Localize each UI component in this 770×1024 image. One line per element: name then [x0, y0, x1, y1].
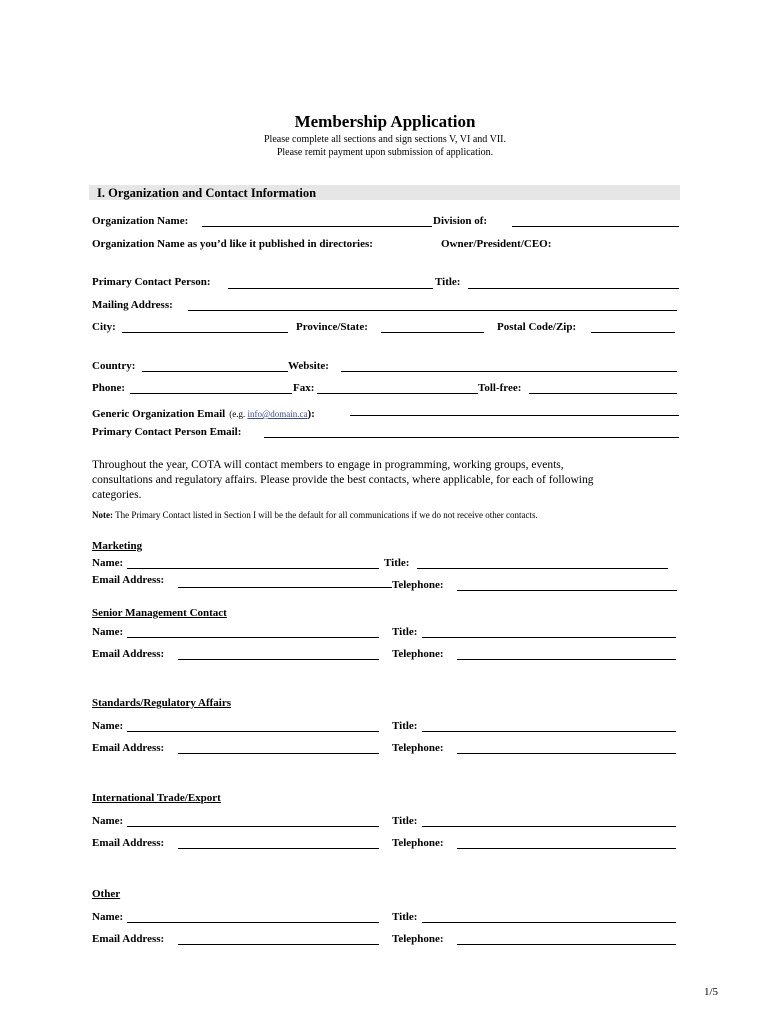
standards-email-label: Email Address: [92, 742, 165, 754]
primary-contact-title-field[interactable] [468, 288, 679, 289]
fax-label: Fax: [293, 382, 315, 394]
province-field[interactable] [381, 332, 484, 333]
province-label: Province/State: [296, 321, 368, 333]
postal-field[interactable] [591, 332, 675, 333]
standards-email-field[interactable] [178, 753, 379, 754]
trade-name-field[interactable] [127, 826, 379, 827]
marketing-telephone-label: Telephone: [392, 579, 444, 591]
division-of-field[interactable] [512, 226, 679, 227]
primary-email-label: Primary Contact Person Email: [92, 426, 242, 438]
marketing-name-label: Name: [92, 557, 124, 569]
postal-label: Postal Code/Zip: [497, 321, 577, 333]
division-of-label: Division of: [433, 215, 488, 227]
marketing-name-field[interactable] [127, 568, 379, 569]
city-field[interactable] [122, 332, 288, 333]
standards-name-label: Name: [92, 720, 124, 732]
other-name-label: Name: [92, 911, 124, 923]
instructions-line-2: Please remit payment upon submission of application. [276, 147, 494, 158]
primary-contact-title-label: Title: [435, 276, 461, 288]
senior-name-label: Name: [92, 626, 124, 638]
example-close: ): [307, 408, 315, 420]
intro-line-2: consultations and regulatory affairs. Please provide the best contacts, where applicable, for each of following [92, 474, 594, 486]
fax-field[interactable] [317, 393, 478, 394]
trade-telephone-field[interactable] [457, 848, 676, 849]
website-field[interactable] [341, 371, 677, 372]
group-trade-heading: International Trade/Export [92, 792, 221, 804]
note [92, 510, 538, 520]
generic-email-label: Generic Organization Email [92, 408, 226, 420]
senior-name-field[interactable] [127, 637, 379, 638]
country-field[interactable] [142, 371, 288, 372]
senior-title-label: Title: [392, 626, 418, 638]
marketing-title-field[interactable] [417, 568, 668, 569]
org-name-label: Organization Name: [92, 215, 189, 227]
standards-name-field[interactable] [127, 731, 379, 732]
senior-telephone-label: Telephone: [392, 648, 444, 660]
org-name-field[interactable] [202, 226, 432, 227]
senior-telephone-field[interactable] [457, 659, 676, 660]
trade-telephone-label: Telephone: [392, 837, 444, 849]
example-open: (e.g. [229, 409, 248, 419]
other-email-field[interactable] [178, 944, 379, 945]
standards-title-field[interactable] [422, 731, 676, 732]
senior-email-label: Email Address: [92, 648, 165, 660]
standards-telephone-label: Telephone: [392, 742, 444, 754]
generic-email-label-group [92, 404, 315, 422]
primary-contact-field[interactable] [228, 288, 433, 289]
org-name-published-label: Organization Name as you’d like it published in directories: [92, 238, 373, 250]
intro-line-1: Throughout the year, COTA will contact members to engage in programming, working groups, events, [92, 459, 564, 471]
trade-title-field[interactable] [422, 826, 676, 827]
trade-title-label: Title: [392, 815, 418, 827]
trade-email-field[interactable] [178, 848, 379, 849]
phone-label: Phone: [92, 382, 125, 394]
intro-line-3: categories. [92, 489, 142, 501]
tollfree-field[interactable] [529, 393, 677, 394]
group-senior-heading: Senior Management Contact [92, 607, 227, 619]
section-1-title: I. Organization and Contact Information [97, 186, 317, 200]
primary-contact-label: Primary Contact Person: [92, 276, 211, 288]
other-title-label: Title: [392, 911, 418, 923]
generic-email-example [229, 409, 315, 419]
note-text: The Primary Contact listed in Section I will be the default for all communications if we do not receive other contacts. [113, 510, 538, 520]
mailing-address-label: Mailing Address: [92, 299, 173, 311]
group-other-heading: Other [92, 888, 121, 900]
page-title: Membership Application [294, 112, 476, 131]
phone-field[interactable] [130, 393, 292, 394]
page-number: 1/5 [703, 986, 718, 998]
city-label: City: [92, 321, 116, 333]
marketing-title-label: Title: [384, 557, 410, 569]
marketing-telephone-field[interactable] [457, 590, 677, 591]
tollfree-label: Toll-free: [478, 382, 522, 394]
instructions-line-1: Please complete all sections and sign sections V, VI and VII. [264, 134, 506, 145]
other-name-field[interactable] [127, 922, 379, 923]
standards-title-label: Title: [392, 720, 418, 732]
marketing-email-label: Email Address: [92, 574, 165, 586]
senior-title-field[interactable] [422, 637, 676, 638]
group-marketing-heading: Marketing [92, 540, 143, 552]
group-standards-heading: Standards/Regulatory Affairs [92, 697, 232, 709]
country-label: Country: [92, 360, 136, 372]
owner-label: Owner/President/CEO: [441, 238, 552, 250]
mailing-address-field[interactable] [188, 310, 677, 311]
website-label: Website: [288, 360, 329, 372]
other-email-label: Email Address: [92, 933, 165, 945]
trade-email-label: Email Address: [92, 837, 165, 849]
senior-email-field[interactable] [178, 659, 379, 660]
trade-name-label: Name: [92, 815, 124, 827]
standards-telephone-field[interactable] [457, 753, 676, 754]
other-telephone-label: Telephone: [392, 933, 444, 945]
generic-email-field[interactable] [350, 415, 679, 416]
other-title-field[interactable] [422, 922, 676, 923]
other-telephone-field[interactable] [457, 944, 676, 945]
primary-email-field[interactable] [264, 437, 679, 438]
note-label: Note: [92, 510, 113, 520]
example-email-link[interactable]: info@domain.ca [247, 409, 308, 419]
marketing-email-field[interactable] [178, 587, 392, 588]
